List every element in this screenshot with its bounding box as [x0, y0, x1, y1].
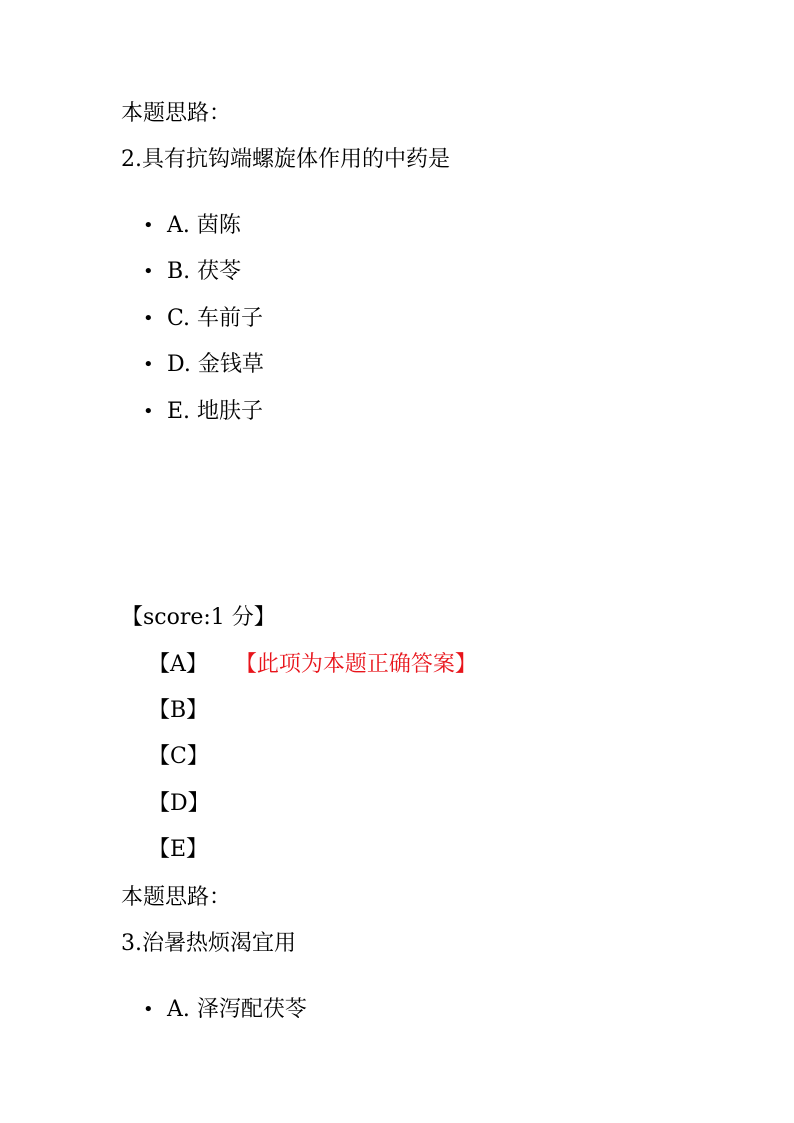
answer-label: 【A】 [148, 652, 208, 677]
q1-remark: 本题思路： [121, 101, 232, 126]
bullet-icon: • [143, 215, 154, 236]
q2-option-e [143, 398, 263, 426]
q2-answer-a [148, 651, 477, 679]
q2-answer-c: 【C】 [148, 744, 209, 769]
q2-answer-e: 【E】 [148, 837, 209, 862]
q2-option-b [143, 258, 241, 286]
bullet-icon: • [143, 354, 154, 375]
q2-stem: 2.具有抗钩端螺旋体作用的中药是 [121, 147, 450, 172]
bullet-icon: • [143, 261, 154, 282]
bullet-icon: • [143, 999, 154, 1020]
bullet-icon: • [143, 401, 154, 422]
q2-option-a [143, 212, 241, 240]
option-text: D. 金钱草 [167, 352, 264, 377]
option-text: A. 茵陈 [167, 213, 241, 238]
q2-option-c [143, 305, 263, 333]
option-text: E. 地肤子 [167, 399, 264, 424]
q2-answer-d: 【D】 [148, 791, 210, 816]
correct-answer-note: 【此项为本题正确答案】 [245, 652, 477, 677]
option-text: B. 茯苓 [167, 259, 242, 284]
bullet-icon: • [143, 308, 154, 329]
q3-option-a [143, 996, 307, 1024]
q2-option-d [143, 351, 264, 379]
q2-score: 【score:1 分】 [121, 605, 276, 630]
option-text: C. 车前子 [167, 306, 264, 331]
q2-answer-b: 【B】 [148, 698, 209, 723]
q3-stem: 3.治暑热烦渴宜用 [121, 931, 296, 956]
option-text: A. 泽泻配茯苓 [167, 997, 307, 1022]
q2-remark: 本题思路： [121, 885, 232, 910]
